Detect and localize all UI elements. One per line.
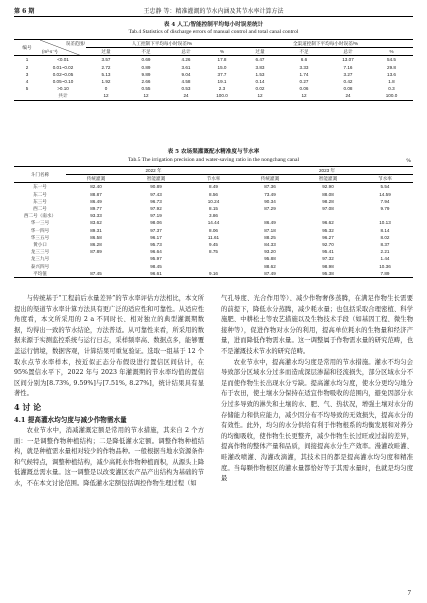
table-row — [14, 85, 413, 92]
table4-sub-over: 过量 — [101, 49, 111, 55]
running-title: 王忠静 等：精准灌溉的节水内涵及其节水率计算方法 — [143, 8, 284, 15]
table-cell: 0 — [104, 86, 108, 92]
table-cell: 0.53 — [181, 86, 191, 92]
table-cell: 87.45 — [90, 270, 102, 276]
table-cell: 9.04 — [181, 71, 191, 77]
table-cell: 73.49 — [264, 191, 276, 197]
table-cell: 97.37 — [150, 227, 162, 233]
table5-unit: % — [406, 158, 411, 164]
table4-sub-over: 过量 — [255, 49, 265, 55]
table-cell: 1 — [25, 57, 29, 63]
table-cell: 4.58 — [181, 79, 191, 85]
table-cell: 0.06 — [299, 86, 309, 92]
table-cell: 9.79 — [380, 206, 390, 212]
table-row — [14, 56, 413, 64]
table-cell: 0.55 — [141, 86, 151, 92]
table4-sub-total: 总计 — [343, 49, 353, 55]
table-cell: 2.21 — [380, 249, 390, 255]
table5-body — [14, 183, 413, 278]
table-cell — [357, 212, 413, 219]
issue-number: 第 6 期 — [14, 8, 35, 15]
table-cell: 88.62 — [264, 263, 276, 269]
table4-sub-under: 不足 — [299, 49, 309, 55]
table-cell — [66, 263, 126, 270]
table-cell: 12 — [143, 93, 149, 99]
table-cell: 98.45 — [150, 263, 162, 269]
table-cell: 2.72 — [101, 64, 111, 70]
table-cell: 83.62 — [90, 220, 102, 226]
table-cell: 0.89 — [141, 64, 151, 70]
table4-group-smart: 全渠道控制下平均每小时误差/% — [238, 40, 413, 48]
table-cell: 86.28 — [90, 242, 102, 248]
table-cell: 龙三九号 — [30, 256, 50, 262]
table4-sub-total: 总计 — [181, 49, 191, 55]
table-cell: 4 — [25, 79, 29, 85]
table-cell: 95.41 — [322, 249, 334, 255]
table-row — [14, 270, 413, 278]
table-cell: 14.44 — [207, 220, 220, 226]
table-cell: 97.43 — [150, 191, 162, 197]
table-cell: 100.0 — [385, 93, 398, 99]
table-cell: 3.83 — [255, 64, 265, 70]
table-cell: 8.49 — [209, 184, 218, 190]
table-cell: 92.90 — [322, 184, 334, 190]
table-cell: 0.01~0.02 — [52, 64, 74, 70]
table5-caption-cn: 表 5 农场渠灌溉配水精准度与节水率 — [167, 149, 260, 155]
table-cell: 黄小口 — [33, 242, 47, 248]
table-cell: 98.06 — [150, 220, 162, 226]
table-cell: 97.08 — [322, 206, 334, 212]
table-cell: 共计 — [58, 93, 68, 99]
header-rule — [14, 16, 413, 17]
table-cell: 8.14 — [380, 227, 390, 233]
table-cell: 87.29 — [264, 206, 276, 212]
table-cell: 37.7 — [217, 71, 227, 77]
table-cell: 5.54 — [380, 184, 390, 190]
table-cell: 88.87 — [90, 191, 102, 197]
table5-sub-trad: 传统灌溉 — [260, 176, 280, 182]
table-cell: 87.49 — [264, 270, 276, 276]
table-cell: 10.13 — [379, 220, 391, 226]
table-row — [14, 263, 413, 270]
table-cell: 97.92 — [150, 206, 162, 212]
table-cell: 13.6 — [387, 71, 396, 77]
table4-head-serial: 编号 — [14, 40, 40, 56]
table-cell: 4.26 — [181, 57, 191, 63]
table4-head-range — [40, 40, 86, 56]
body-paragraph: 气孔导度、光合作用等）、减少作物奢侈蒸腾，在满足作物生长需要的前提下，降低水分蒸腾，减少耗水量；也包括采取合理密植、科学施肥、中耕松土等农艺措施以及生物技术手段（如基因工程、微生物接种等），促进作物对水分的利用，提高单位耗水的生物量和经济产量，进而降低作物需水量。这一调整属于作物需水量的研究范畴，也不是灌溉技术节水的研究范畴。 — [221, 295, 413, 355]
table-cell: 龙三三号 — [30, 249, 50, 255]
table-cell: 东一号 — [33, 184, 47, 190]
table-row — [14, 205, 413, 212]
table-cell: 7.89 — [380, 270, 390, 276]
table-cell: 3.33 — [299, 64, 309, 70]
table-cell: 2.3 — [218, 86, 226, 92]
table5-caption-en: Tab.5 The irrigation precision and water-saving ratio in the nongchang canal — [127, 157, 300, 163]
table5-sub-smart: 智能灌溉 — [318, 176, 338, 182]
right-column — [221, 294, 413, 485]
table4-diagonal-line — [40, 40, 82, 56]
body-paragraph: 农业节水中，提高灌水均匀度是常用的节水措施。灌水不均匀会导致部分区域水分过多而造成深层渗漏和径流损失，部分区域水分不足而使作物生长出现水分亏缺。提高灌水均匀度，使水分更均匀地分布于农田，使土壤水分保持在适宜作物吸收的范围内，避免因部分水分过多导致的淋失和土壤的水、肥、气、热状况，增强土壤对水分的存储能力和供应能力，减少因分布不均导致的无效损失，提高水分的有效性。此外，均匀的水分供给有利于作物根系的均衡发展和对养分的均衡吸收，使作物生长更整齐，减少作物生长过旺或过弱的差异，提高作物的整体产量和品质，间接提高水分生产效率。漫灌改畦灌、畦灌改喷灌、沟灌改滴灌，其技术目的都是提高灌水均匀度和精准度。当每颗作物根区的灌水量都恰好等于其需水量时，也就是均匀度最 — [221, 358, 413, 483]
table-cell: 29.8 — [387, 64, 396, 70]
table-cell: 0.69 — [141, 57, 151, 63]
table-cell — [241, 212, 299, 219]
table-cell: 9.89 — [141, 71, 151, 77]
table-row — [14, 198, 413, 205]
table-cell: 6.6 — [300, 57, 308, 63]
table-cell: 89.31 — [90, 227, 102, 233]
table-row — [14, 64, 413, 71]
table-row — [14, 71, 413, 78]
table5 — [14, 166, 413, 278]
table5-year-2022: 2022 年 — [66, 167, 241, 175]
table-cell — [14, 92, 40, 100]
table-cell: 24 — [345, 93, 351, 99]
table-cell: 8.06 — [209, 227, 218, 233]
table-cell: 0.05~0.10 — [52, 79, 74, 85]
table-cell: 东三号 — [33, 198, 47, 204]
table-cell: 96.61 — [150, 270, 162, 276]
table-cell: 93.20 — [264, 249, 276, 255]
table-cell: 86.49 — [90, 198, 102, 204]
table-cell: 90.34 — [264, 198, 276, 204]
table-cell: 84.33 — [264, 242, 276, 248]
table-cell: 12 — [257, 93, 263, 99]
table-cell: 95.38 — [322, 270, 334, 276]
table-cell: <0.01 — [57, 57, 69, 63]
table-row — [14, 183, 413, 191]
table-row — [14, 234, 413, 241]
table-cell: 14.59 — [379, 191, 391, 197]
table4-sub-pct: % — [389, 49, 394, 55]
table-cell: 2 — [25, 64, 29, 70]
table-cell: 89.77 — [90, 206, 102, 212]
table5-head-canal: 斗门名称 — [14, 167, 66, 183]
table5-sub-ratio: 节水率 — [206, 176, 221, 182]
table-cell — [299, 212, 357, 219]
table-row — [14, 78, 413, 85]
table-cell: 8.75 — [209, 249, 218, 255]
table-cell: 3.27 — [343, 71, 353, 77]
table-cell: 97.19 — [150, 213, 162, 219]
table-cell: 西二号 — [33, 206, 47, 212]
table-cell — [66, 255, 126, 262]
table-cell: 3 — [25, 71, 29, 77]
table4 — [14, 39, 413, 101]
table-row — [14, 92, 413, 100]
table-cell: 0.14 — [255, 79, 265, 85]
table-cell: 95.88 — [264, 256, 276, 262]
subsection-heading: 4.1 提高灌水均匀度与减少作物需水量 — [14, 415, 127, 424]
table-cell: 82.40 — [90, 184, 102, 190]
table-cell: 96.64 — [150, 249, 162, 255]
table-cell: 87.36 — [264, 184, 276, 190]
table-cell: 0.02 — [255, 86, 265, 92]
table-cell — [186, 255, 241, 262]
table-cell: 90.89 — [150, 184, 162, 190]
table4-sub-under: 不足 — [141, 49, 151, 55]
table-cell: 1.92 — [101, 79, 111, 85]
table-cell: 7.16 — [343, 64, 353, 70]
table-cell: 10.24 — [207, 198, 220, 204]
table-cell: 13.07 — [342, 57, 354, 63]
table5-year-2023: 2023 年 — [241, 167, 413, 175]
table-cell: 华一三号 — [30, 220, 50, 226]
table-cell: 92.70 — [322, 242, 334, 248]
table4-caption-cn: 表 4 人工/智能控制平均每小时误差统计 — [163, 22, 264, 28]
table-cell: 0.27 — [299, 79, 309, 85]
table-cell: 86.49 — [264, 220, 276, 226]
table5-sub-ratio: 节水率 — [378, 176, 392, 182]
table-cell: >0.10 — [57, 86, 69, 92]
table-cell: 88.08 — [322, 191, 334, 197]
table-cell: 17.8 — [217, 57, 227, 63]
table-row — [14, 255, 413, 262]
table-cell: 86.58 — [90, 234, 102, 240]
table-cell: 9.45 — [209, 242, 218, 248]
table-row — [14, 219, 413, 226]
table4-head-range-top: 误差范围/ — [66, 41, 85, 46]
section-heading: 4 讨 论 — [14, 401, 42, 412]
table-cell — [186, 263, 241, 270]
running-header — [14, 4, 413, 16]
table-cell: 1.74 — [299, 71, 309, 77]
table-row — [14, 248, 413, 255]
table-cell: 95.32 — [322, 227, 334, 233]
table-cell: 96.17 — [150, 234, 162, 240]
table-cell: 0.42 — [343, 79, 353, 85]
table-cell: 1.53 — [255, 71, 265, 77]
table-cell: 3.86 — [209, 213, 218, 219]
table-cell: 泰兴四号 — [30, 263, 50, 269]
table-cell: 24 — [183, 93, 189, 99]
table-cell: 12 — [103, 93, 109, 99]
table-cell: 2.66 — [141, 79, 151, 85]
table-cell: 3.61 — [181, 64, 191, 70]
table-cell: 6.47 — [255, 57, 265, 63]
table-cell: 0.3 — [388, 86, 395, 92]
table-cell: 87.18 — [264, 227, 276, 233]
table-cell: 87.89 — [90, 249, 102, 255]
table4-head-range-bottom: (m³·s⁻¹) — [42, 49, 58, 54]
table-row — [14, 212, 413, 219]
table-cell: 15.0 — [217, 64, 227, 70]
table-cell: 8.56 — [209, 191, 218, 197]
table-cell: 0.08 — [343, 86, 353, 92]
table-cell: 54.5 — [387, 57, 396, 63]
table5-sub-smart: 智能灌溉 — [146, 176, 166, 182]
table-cell: 5 — [25, 86, 29, 92]
table-cell: 华三五号 — [30, 234, 50, 240]
table-cell: 3.57 — [101, 57, 111, 63]
table-cell: 95.73 — [150, 242, 162, 248]
table-cell: 19.1 — [217, 79, 227, 85]
table-cell: 8.37 — [380, 242, 390, 248]
left-column — [14, 294, 204, 490]
body-paragraph: 与传统基于“工程前后水量差异”的节水率评估方法相比，本文所提出的渠道节水率计算方法具有更广泛的适应性和可靠性。从适应性角度看，本文所采用的 2 a 不同时长、相对独立的典型灌溉期数据，均得出一致的节水结论，方法普适。从可靠性来看，所采用的数据来源于实测监控系统与运行日志，采样频率高、数据点多，能够覆盖运行情境，数据客观，计算结果可重复验证。选取一组基于 12 个取水点节水率样本，按近似正态分布假设进行置信区间估计，在 95%置信水平下，2022 年与 2023 年灌溉期的节水率均值的置信区间分别为[8.73%, 9.59%]与[7.51%, 8.27%]，统计结果具有显著性。 — [14, 295, 204, 398]
table-cell: 93.33 — [90, 213, 102, 219]
table-cell: 8.02 — [380, 234, 390, 240]
table-cell: 100.0 — [216, 93, 228, 99]
table-cell: 96.27 — [322, 234, 334, 240]
table4-sub-pct: % — [219, 49, 225, 55]
table5-sub-trad: 传统灌溉 — [86, 176, 106, 182]
table-cell: 1.8 — [388, 79, 395, 85]
table-cell: 10.36 — [379, 263, 391, 269]
table-cell: 8.15 — [209, 206, 218, 212]
table4-body — [14, 56, 413, 100]
table-cell: 9.16 — [209, 270, 218, 276]
table-cell: 96.62 — [322, 220, 334, 226]
table-cell: 东二号 — [33, 191, 47, 197]
table-cell: 华一四号 — [30, 227, 50, 233]
table-row — [14, 241, 413, 248]
table-cell: 5.13 — [101, 71, 111, 77]
table-cell: 0.02~0.05 — [52, 71, 74, 77]
table-cell: 西二号（南水） — [23, 213, 57, 219]
table-row — [14, 191, 413, 198]
table-cell: 12 — [301, 93, 307, 99]
table-cell: 11.61 — [207, 234, 220, 240]
table4-caption-en: Tab.4 Statistics of discharge errors of manual control and total canal control — [128, 29, 299, 35]
table4-group-manual: 人工控制下平均每小时误差/% — [86, 40, 238, 48]
table-cell: 97.32 — [322, 256, 334, 262]
body-paragraph: 农业节水中，消减灌溉定额是常用的节水措施，其来自 2 个方面：一是调整作物种植结构；二是降低灌水定额。调整作物种植结构，就是种植需水量相对较少的作物品种。一般根据当地水资源条件和气候特点，调整种植结构，减少高耗水作物种植面积，从源头上降低灌溉总需水量。这一调整是以改变灌区农产品产出结构为基础的节水，不在本文讨论范围。降低灌水定额包括调控作物生理过程（如 — [14, 426, 204, 487]
table-cell: 7.94 — [380, 198, 390, 204]
table-cell: 95.97 — [150, 256, 162, 262]
table-cell: 平均值 — [33, 270, 47, 276]
table-cell: 98.98 — [322, 263, 334, 269]
table-cell: 98.28 — [322, 198, 334, 204]
table-cell: 96.73 — [150, 198, 162, 204]
table-cell: 88.25 — [264, 234, 276, 240]
page-number: 7 — [407, 589, 411, 597]
table-row — [14, 227, 413, 234]
table-cell: 1.44 — [380, 256, 390, 262]
